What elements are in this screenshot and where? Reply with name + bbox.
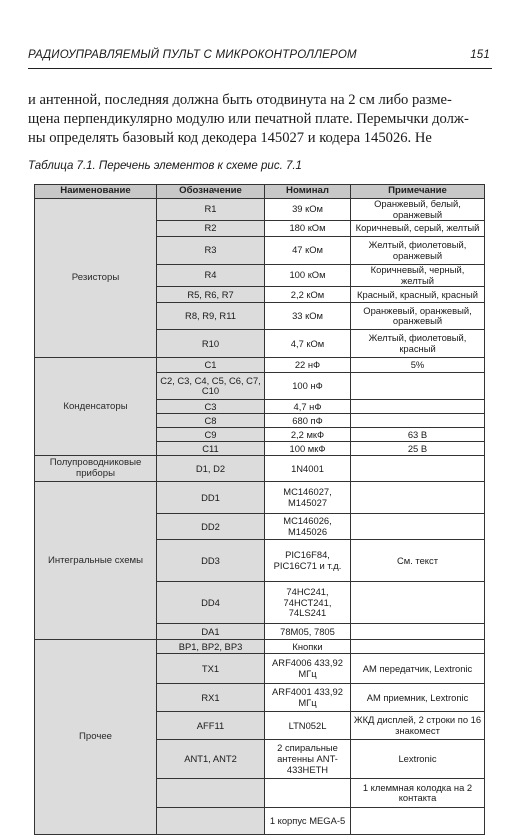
note-cell — [351, 373, 485, 400]
note-cell — [351, 414, 485, 428]
note-cell — [351, 514, 485, 540]
designation-cell — [157, 808, 265, 835]
designation-cell: R10 — [157, 330, 265, 358]
table-caption: Таблица 7.1. Перечень элементов к схеме рис. 7.1 — [28, 160, 302, 172]
note-cell — [351, 400, 485, 414]
value-cell: LTN052L — [265, 712, 351, 740]
note-cell: Красный, красный, красный — [351, 287, 485, 303]
note-cell: Оранжевый, белый, оранжевый — [351, 199, 485, 221]
table-row — [35, 482, 485, 514]
value-cell: MC146027, M145027 — [265, 482, 351, 514]
designation-cell: R1 — [157, 199, 265, 221]
designation-cell: D1, D2 — [157, 456, 265, 482]
group-name-cell: Резисторы — [35, 199, 157, 358]
table-row — [35, 456, 485, 482]
value-cell: 680 пФ — [265, 414, 351, 428]
note-cell — [351, 582, 485, 624]
note-cell: Коричневый, черный, желтый — [351, 265, 485, 287]
value-cell: 1N4001 — [265, 456, 351, 482]
designation-cell: R5, R6, R7 — [157, 287, 265, 303]
header-value: Номинал — [265, 185, 351, 199]
value-cell: 4,7 нФ — [265, 400, 351, 414]
designation-cell: BP1, BP2, BP3 — [157, 640, 265, 654]
note-cell: См. текст — [351, 540, 485, 582]
value-cell: Кнопки — [265, 640, 351, 654]
value-cell: PIC16F84, PIC16C71 и т.д. — [265, 540, 351, 582]
header-note: Примечание — [351, 185, 485, 199]
value-cell: 22 нФ — [265, 358, 351, 373]
value-cell: MC146026, M145026 — [265, 514, 351, 540]
value-cell: 33 кОм — [265, 303, 351, 330]
designation-cell: ANT1, ANT2 — [157, 740, 265, 779]
designation-cell: DA1 — [157, 624, 265, 640]
page-number: 151 — [470, 49, 490, 61]
value-cell: 1 корпус MEGA-5 — [265, 808, 351, 835]
designation-cell: C1 — [157, 358, 265, 373]
body-line: щена перпендикулярно модулю или печатной плате. Перемычки долж- — [28, 111, 469, 127]
designation-cell: C11 — [157, 442, 265, 456]
designation-cell: R8, R9, R11 — [157, 303, 265, 330]
header-designation: Обозначение — [157, 185, 265, 199]
designation-cell: DD3 — [157, 540, 265, 582]
note-cell — [351, 482, 485, 514]
note-cell: АМ передатчик, Lextronic — [351, 654, 485, 684]
note-cell: 5% — [351, 358, 485, 373]
note-cell: Желтый, фиолетовый, оранжевый — [351, 237, 485, 265]
running-header — [28, 46, 492, 69]
designation-cell: RX1 — [157, 684, 265, 712]
value-cell: ARF4001 433,92 МГц — [265, 684, 351, 712]
parts-table — [34, 184, 485, 835]
value-cell: 4,7 кОм — [265, 330, 351, 358]
value-cell: 2,2 мкФ — [265, 428, 351, 442]
table-row — [35, 199, 485, 221]
designation-cell: AFF11 — [157, 712, 265, 740]
value-cell: 2,2 кОм — [265, 287, 351, 303]
value-cell: 180 кОм — [265, 221, 351, 237]
group-name-cell: Полупроводниковые приборы — [35, 456, 157, 482]
group-name-cell: Интегральные схемы — [35, 482, 157, 640]
value-cell: 100 нФ — [265, 373, 351, 400]
value-cell: 39 кОм — [265, 199, 351, 221]
group-name-cell: Прочее — [35, 640, 157, 835]
value-cell: 47 кОм — [265, 237, 351, 265]
table-body — [35, 199, 485, 835]
header-name: Наименование — [35, 185, 157, 199]
note-cell: ЖКД дисплей, 2 строки по 16 знакомест — [351, 712, 485, 740]
designation-cell: C9 — [157, 428, 265, 442]
table-header-row — [35, 185, 485, 199]
body-line: ны определять базовый код декодера 145027 и кодера 145026. Не — [28, 130, 432, 146]
designation-cell: DD4 — [157, 582, 265, 624]
value-cell: ARF4006 433,92 МГц — [265, 654, 351, 684]
designation-cell: C2, C3, C4, C5, C6, C7, C10 — [157, 373, 265, 400]
value-cell: 100 кОм — [265, 265, 351, 287]
table-row — [35, 358, 485, 373]
value-cell: 100 мкФ — [265, 442, 351, 456]
value-cell — [265, 779, 351, 808]
note-cell: Lextronic — [351, 740, 485, 779]
note-cell: 63 В — [351, 428, 485, 442]
value-cell: 78M05, 7805 — [265, 624, 351, 640]
designation-cell: TX1 — [157, 654, 265, 684]
group-name-cell: Конденсаторы — [35, 358, 157, 456]
table-row — [35, 640, 485, 654]
body-paragraph — [28, 91, 492, 148]
designation-cell: R2 — [157, 221, 265, 237]
note-cell: АМ приемник, Lextronic — [351, 684, 485, 712]
note-cell: Коричневый, серый, желтый — [351, 221, 485, 237]
designation-cell: R4 — [157, 265, 265, 287]
designation-cell: C8 — [157, 414, 265, 428]
designation-cell: DD1 — [157, 482, 265, 514]
designation-cell — [157, 779, 265, 808]
value-cell: 74HC241, 74HCT241, 74LS241 — [265, 582, 351, 624]
note-cell: Желтый, фиолетовый, красный — [351, 330, 485, 358]
note-cell: 1 клеммная колодка на 2 контакта — [351, 779, 485, 808]
header-title: РАДИОУПРАВЛЯЕМЫЙ ПУЛЬТ С МИКРОКОНТРОЛЛЕРОМ — [28, 49, 357, 61]
designation-cell: DD2 — [157, 514, 265, 540]
note-cell — [351, 624, 485, 640]
value-cell: 2 спиральные антенны ANT-433HETH — [265, 740, 351, 779]
body-line: и антенной, последняя должна быть отодвинута на 2 см либо разме- — [28, 92, 452, 108]
designation-cell: C3 — [157, 400, 265, 414]
note-cell — [351, 456, 485, 482]
designation-cell: R3 — [157, 237, 265, 265]
note-cell: 25 В — [351, 442, 485, 456]
note-cell — [351, 808, 485, 835]
note-cell — [351, 640, 485, 654]
note-cell: Оранжевый, оранжевый, оранжевый — [351, 303, 485, 330]
